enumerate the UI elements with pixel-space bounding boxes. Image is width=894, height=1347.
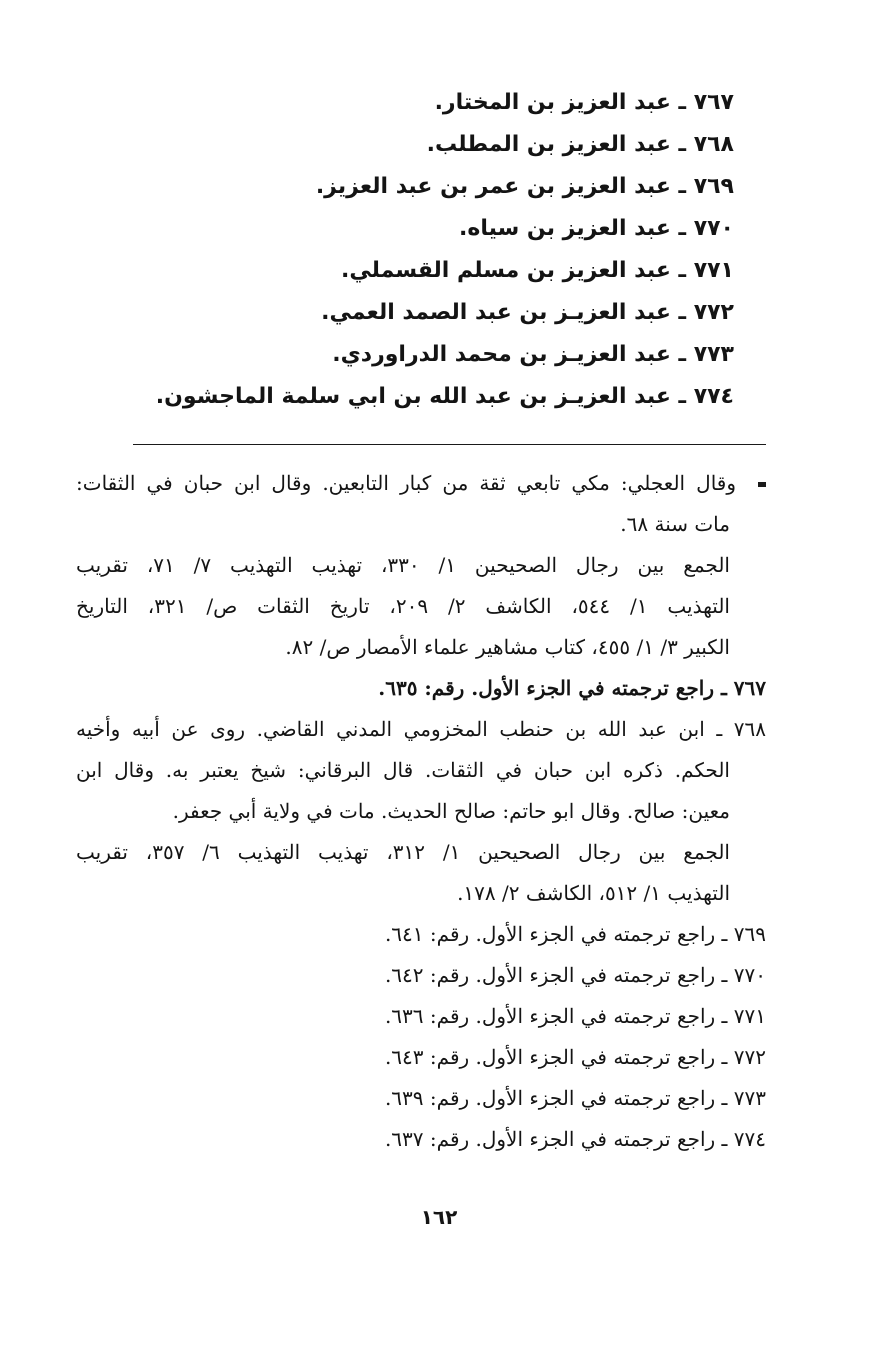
entry-heading: ٧٧٠ ـ عبد العزيز بن سياه.	[459, 216, 734, 241]
footnote-line: التهذيب ١/ ٥٤٤، الكاشف ٢/ ٢٠٩، تاريخ الثقات ص/ ٣٢١، التاريخ	[76, 594, 730, 618]
footnote-766	[76, 463, 766, 668]
footnote-line: وقال العجلي: مكي تابعي ثقة من كبار التابعين. وقال ابن حبان في الثقات:	[76, 463, 766, 504]
entry-heading: ٧٧٣ ـ عبد العزيـز بن محمد الدراوردي.	[332, 342, 734, 367]
footnote-ref: ٧٧٢ ـ راجع ترجمته في الجزء الأول. رقم: ٦٤٣.	[384, 1045, 766, 1069]
footnote-line: ٧٦٨ ـ ابن عبد الله بن حنطب المخزومي المدني القاضي. روى عن أبيه وأخيه	[76, 717, 766, 741]
footnotes	[76, 463, 766, 1160]
entry-heading: ٧٦٩ ـ عبد العزيز بن عمر بن عبد العزيز.	[315, 174, 734, 199]
bullet-marker	[758, 482, 766, 487]
footnote-ref: ٧٧١ ـ راجع ترجمته في الجزء الأول. رقم: ٦٣٦.	[384, 1004, 766, 1028]
footnote-768	[76, 709, 766, 914]
footnote-ref: ٧٧٠ ـ راجع ترجمته في الجزء الأول. رقم: ٦٤٢.	[384, 963, 766, 987]
entry-list	[134, 82, 734, 418]
entry-heading: ٧٧٤ ـ عبد العزيـز بن عبد الله بن ابي سلمة الماجشون.	[155, 384, 734, 409]
footnote-ref: ٧٧٤ ـ راجع ترجمته في الجزء الأول. رقم: ٦٣٧.	[384, 1127, 766, 1151]
footnote-line: الجمع بين رجال الصحيحين ١/ ٣١٢، تهذيب التهذيب ٦/ ٣٥٧، تقريب	[76, 840, 730, 864]
footnote-767: ٧٦٧ ـ راجع ترجمته في الجزء الأول. رقم: ٦٣٥.	[378, 676, 766, 700]
footnote-line: مات سنة ٦٨.	[620, 512, 730, 536]
entry-heading: ٧٧١ ـ عبد العزيز بن مسلم القسملي.	[340, 258, 734, 283]
entry-heading: ٧٧٢ ـ عبد العزيـز بن عبد الصمد العمي.	[321, 300, 734, 325]
entry-heading: ٧٦٧ ـ عبد العزيز بن المختار.	[434, 90, 734, 115]
footnote-line: الجمع بين رجال الصحيحين ١/ ٣٣٠، تهذيب التهذيب ٧/ ٧١، تقريب	[76, 553, 730, 577]
footnote-line: الحكم. ذكره ابن حبان في الثقات. قال البرقاني: شيخ يعتبر به. وقال ابن	[76, 758, 730, 782]
footnote-line: الكبير ٣/ ١/ ٤٥٥، كتاب مشاهير علماء الأمصار ص/ ٨٢.	[285, 635, 730, 659]
footnote-ref: ٧٦٩ ـ راجع ترجمته في الجزء الأول. رقم: ٦٤١.	[384, 922, 766, 946]
footnote-separator	[133, 444, 766, 445]
page-number: ١٦٢	[420, 1205, 458, 1229]
footnote-ref: ٧٧٣ ـ راجع ترجمته في الجزء الأول. رقم: ٦٣٩.	[384, 1086, 766, 1110]
footnote-line: التهذيب ١/ ٥١٢، الكاشف ٢/ ١٧٨.	[457, 881, 730, 905]
footnote-line: معين: صالح. وقال ابو حاتم: صالح الحديث. مات في ولاية أبي جعفر.	[172, 799, 730, 823]
entry-heading: ٧٦٨ ـ عبد العزيز بن المطلب.	[426, 132, 734, 157]
